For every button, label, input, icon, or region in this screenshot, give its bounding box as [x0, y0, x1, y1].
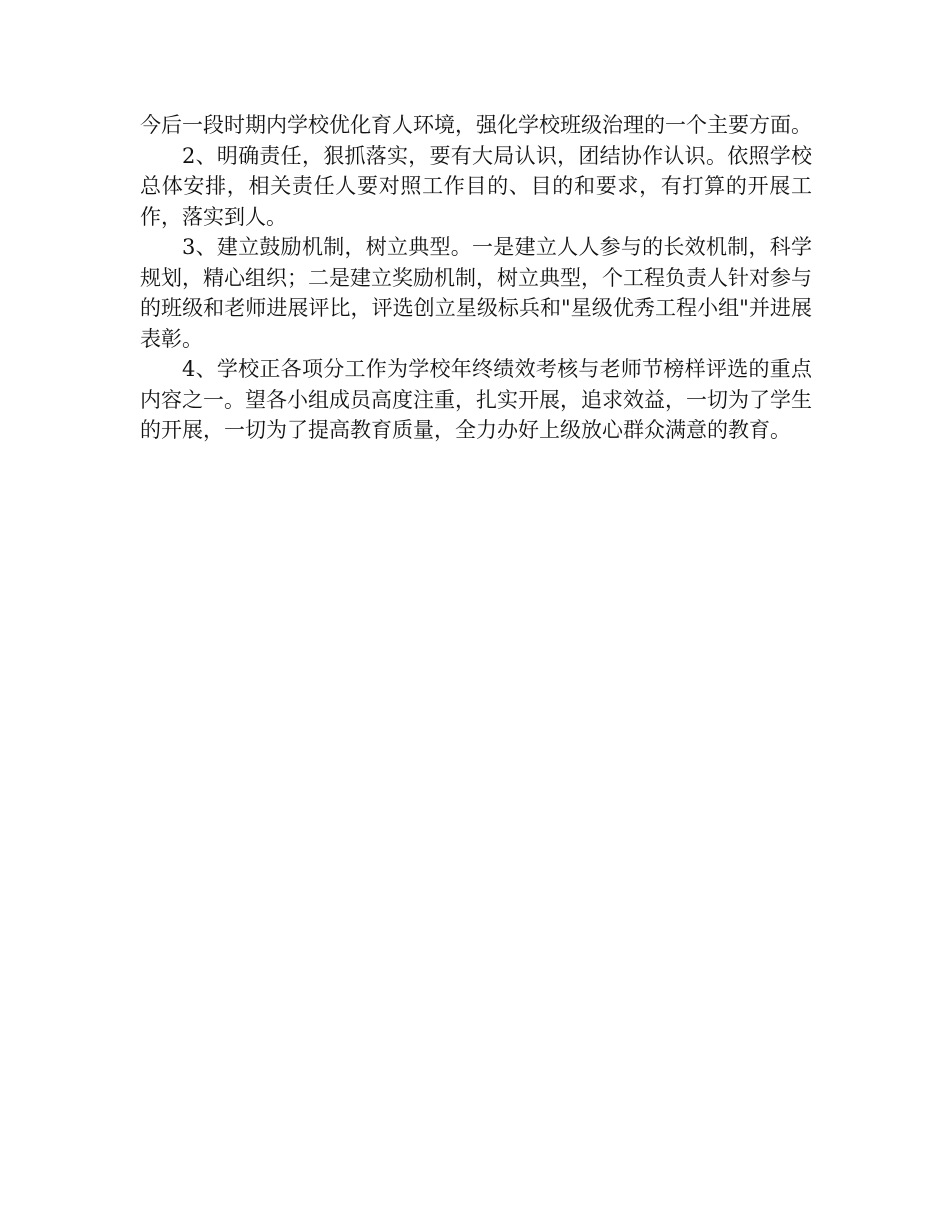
paragraph-continuation: 今后一段时期内学校优化育人环境，强化学校班级治理的一个主要方面。 — [140, 113, 812, 137]
paragraph-item-3: 3、建立鼓励机制，树立典型。一是建立人人参与的长效机制，科学规划，精心组织；二是建立奖励机制，树立典型，个工程负责人针对参与的班级和老师进展评比，评选创立星级标兵和"星级优秀工程小组"并进展表彰。 — [140, 235, 812, 351]
paragraph-item-2: 2、明确责任，狠抓落实，要有大局认识，团结协作认识。依照学校总体安排，相关责任人要对照工作目的、目的和要求，有打算的开展工作，落实到人。 — [140, 143, 812, 229]
document-body — [140, 110, 812, 446]
paragraph-item-4: 4、学校正各项分工作为学校年终绩效考核与老师节榜样评选的重点内容之一。望各小组成员高度注重，扎实开展，追求效益，一切为了学生的开展，一切为了提高教育质量，全力办好上级放心群众满意的教育。 — [140, 357, 812, 442]
